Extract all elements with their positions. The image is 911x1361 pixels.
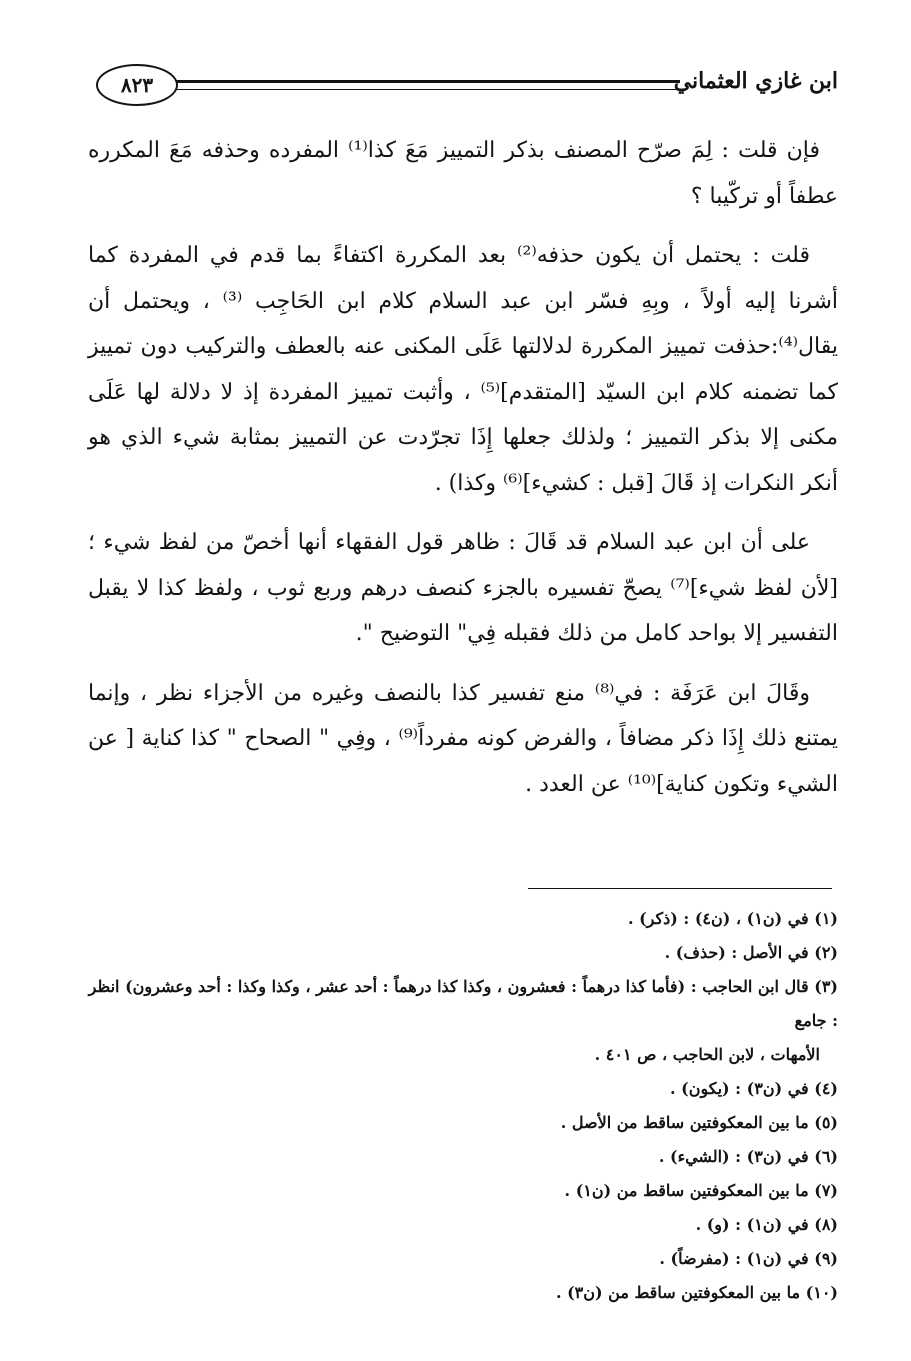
footnote-continuation: الأمهات ، لابن الحاجب ، ص ٤٠١ . xyxy=(594,1045,820,1064)
paragraph: قلت : يحتمل أن يكون حذفه⁽²⁾ بعد المكررة اكتفاءً بما قدم في المفردة كما أشرنا إليه أولاً ، وبِهِ فسّر ابن عبد السلام كلام ابن الحَاجِب ⁽³⁾ ، ويحتمل أن يقال⁽⁴⁾:حذفت تمييز المكررة لدلالتها عَلَى المكنى عنه بالعطف والتركيب دون تمييز كما تضمنه كلام ابن السيّد [المتقدم]⁽⁵⁾ ، وأثبت تمييز المفردة إذ لا دلالة لها عَلَى مكنى إلا بذكر التمييز ؛ ولذلك جعلها إِذَا تجرّدت عن التمييز بمثابة شيء الذي هو أنكر النكرات إذ قَالَ [قبل : كشيء]⁽⁶⁾ وكذا) . xyxy=(88,243,838,496)
footnote: (٤) في (ن٣) : (يكون) . xyxy=(670,1079,838,1098)
paragraph: على أن ابن عبد السلام قد قَالَ : ظاهر قول الفقهاء أنها أخصّ من لفظ شيء ؛ [لأن لفظ شيء]⁽⁷⁾ يصحّ تفسيره بالجزء كنصف درهم وربع ثوب ، ولفظ كذا لا يقبل التفسير إلا بواحد كامل من ذلك فقبله فِي" التوضيح ". xyxy=(88,530,838,646)
paragraph: وقَالَ ابن عَرَفَة : في⁽⁸⁾ منع تفسير كذا بالنصف وغيره من الأجزاء نظر ، وإنما يمتنع ذلك إِذَا ذكر مضافاً ، والفرض كونه مفرداً⁽⁹⁾ ، وفِي " الصحاح " كذا كناية [ عن الشيء وتكون كناية]⁽¹⁰⁾ عن العدد . xyxy=(88,680,838,797)
footnote: (١) في (ن١) ، (ن٤) : (ذكر) . xyxy=(627,909,838,928)
footnote: (٩) في (ن١) : (مفرضاً) . xyxy=(659,1249,838,1268)
footnote: (٧) ما بين المعكوفتين ساقط من (ن١) . xyxy=(564,1181,838,1200)
paragraph: فإن قلت : لِمَ صرّح المصنف بذكر التمييز مَعَ كذا⁽¹⁾ المفرده وحذفه مَعَ المكرره عطفاً أو تركّيبا ؟ xyxy=(88,138,838,209)
footnote-separator xyxy=(528,888,832,889)
main-text xyxy=(88,128,838,821)
footnote: (٨) في (ن١) : (و) . xyxy=(695,1215,838,1234)
footnote: (٢) في الأصل : (حذف) . xyxy=(664,943,838,962)
footnotes xyxy=(80,902,838,1310)
footnote: (٥) ما بين المعكوفتين ساقط من الأصل . xyxy=(560,1113,838,1132)
page-number: ٨٢٣ xyxy=(96,64,178,106)
running-title: ابن غازي العثماني xyxy=(673,68,838,94)
footnote: (٦) في (ن٣) : (الشيء) . xyxy=(658,1147,838,1166)
footnote: (١٠) ما بين المعكوفتين ساقط من (ن٣) . xyxy=(555,1283,838,1302)
header-rule xyxy=(176,80,680,90)
footnote: (٣) قال ابن الحاجب : (فأما كذا درهماً : فعشرون ، وكذا كذا درهماً : أحد عشر ، وكذا وكذا : أحد وعشرون) انظر : جامع xyxy=(88,977,838,1030)
page-header xyxy=(96,62,838,112)
